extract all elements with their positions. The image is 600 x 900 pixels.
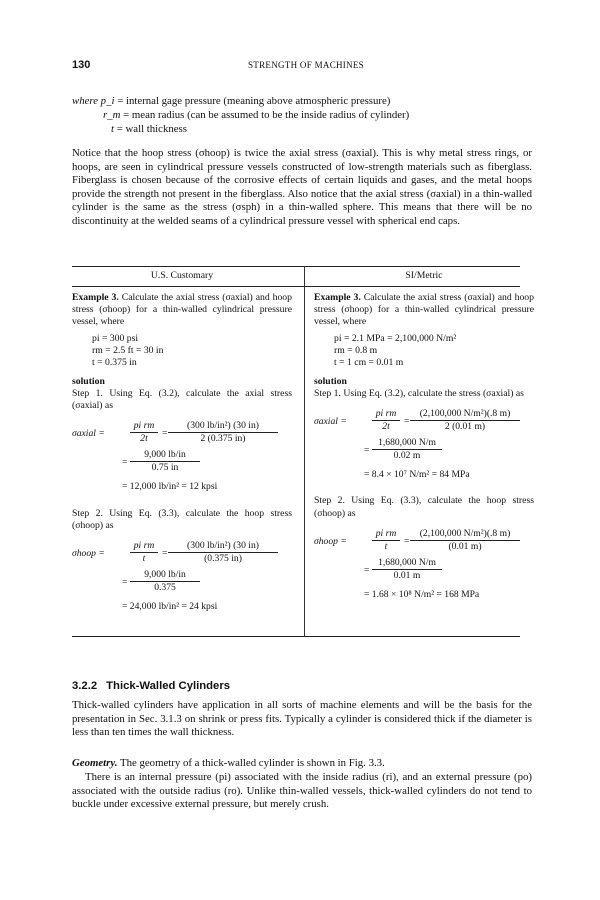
fraction-numerator: (2,100,000 N/m²)(.8 m) [410, 408, 520, 421]
hoop-intermediate: = $\frac{1,680,000 N/m}{0.01 m}$ [314, 557, 534, 584]
given-values [334, 333, 534, 370]
example-label: Example 3. [314, 292, 361, 303]
example-statement [72, 292, 292, 329]
hoop-intermediate-fraction [372, 557, 442, 582]
axial-intermediate-fraction [130, 449, 200, 474]
fraction-numerator: 9,000 lb/in [130, 569, 200, 582]
given-values [92, 333, 292, 370]
given-value: pi = 2.1 MPa = 2,100,000 N/m² [334, 332, 457, 344]
solution-label: solution [72, 375, 105, 387]
section-title: Thick-Walled Cylinders [106, 680, 231, 692]
axial-intermediate: = $\frac{1,680,000 N/m}{0.02 m}$ [314, 437, 534, 464]
fraction-denominator: 0.75 in [151, 462, 179, 474]
step-1-text: Step 1. Using Eq. (3.2), calculate the axial stress (σaxial) as [72, 387, 292, 412]
definition-rhs: = internal gage pressure (meaning above atmospheric pressure) [117, 95, 391, 107]
fraction-numerator: 9,000 lb/in [130, 449, 200, 462]
given-value: rm = 0.8 m [334, 345, 378, 356]
axial-intermediate: = $\frac{9,000 lb/in}{0.75 in}$ [72, 449, 292, 476]
column-heading: U.S. Customary [150, 270, 214, 281]
fraction-numerator: (300 lb/in²) (30 in) [168, 420, 278, 433]
fraction-denominator: (0.375 in) [204, 553, 242, 564]
hoop-equation: σhoop = $\frac{\text{pi rm}}{t}$ = $\frac{\text{(300 lb/in²) (30 in)}}{(0.375 in)}$ [72, 540, 292, 566]
axial-substituted-fraction [168, 420, 278, 445]
table-bottom-rule [72, 636, 520, 637]
axial-intermediate-fraction [372, 437, 442, 462]
definition-lhs: t [111, 123, 114, 135]
given-value: t = 0.375 in [92, 357, 137, 369]
axial-formula-fraction [372, 408, 400, 433]
table-column-divider [304, 266, 305, 636]
hoop-formula-fraction [130, 540, 158, 565]
table-column-us [72, 266, 292, 613]
section-number: 3.2.2 [72, 680, 98, 692]
table-column-si [314, 266, 534, 601]
fraction-numerator: pi rm [130, 540, 158, 553]
hoop-result: = 24,000 lb/in² = 24 kpsi [122, 601, 218, 612]
definition-t [111, 122, 187, 136]
step-1-text: Step 1. Using Eq. (3.2), calculate the stress (σaxial) as [314, 387, 524, 399]
hoop-substituted-fraction [410, 528, 520, 553]
fraction-numerator: 1,680,000 N/m [372, 557, 442, 570]
hoop-intermediate-fraction [130, 569, 200, 594]
hoop-result: = 1.68 × 10⁸ N/m² = 168 MPa [364, 588, 480, 600]
fraction-numerator: pi rm [372, 528, 400, 541]
given-value: rm = 2.5 ft = 30 in [92, 345, 164, 356]
fraction-denominator: t [384, 540, 388, 552]
running-title: STRENGTH OF MACHINES [247, 60, 364, 70]
definition-lhs: r_m [103, 109, 121, 121]
fraction-denominator: 0.01 m [393, 569, 421, 581]
example-label: Example 3. [72, 292, 119, 303]
hoop-substituted-fraction [168, 540, 278, 565]
hoop-symbol: σhoop = [314, 535, 347, 547]
example-statement [314, 292, 534, 329]
column-heading: SI/Metric [405, 270, 443, 281]
definition-lhs: where p_i [72, 95, 115, 107]
geometry-label: Geometry. [72, 757, 118, 769]
fraction-numerator: (2,100,000 N/m²)(.8 m) [410, 528, 520, 541]
fraction-numerator: pi rm [130, 420, 158, 433]
axial-result: = 12,000 lb/in² = 12 kpsi [122, 481, 218, 493]
example-text: Calculate the axial stress (σaxial) and hoop stress (σhoop) for a thin-walled cylindrical pressure vessel, where [314, 292, 534, 328]
given-value: t = 1 cm = 0.01 m [334, 357, 404, 369]
fraction-denominator: 2 (0.375 in) [200, 433, 246, 445]
fraction-numerator: pi rm [372, 408, 400, 421]
axial-symbol: σaxial = [72, 428, 105, 440]
axial-substituted-fraction [410, 408, 520, 433]
definition-rhs: = mean radius (can be assumed to be the inside radius of cylinder) [123, 109, 410, 121]
step-2-text: Step 2. Using Eq. (3.3), calculate the hoop stress (σhoop) as [72, 507, 292, 531]
definition-rhs: = wall thickness [116, 123, 187, 135]
fraction-denominator: t [142, 553, 146, 564]
fraction-denominator: 0.02 m [393, 450, 421, 462]
page-number: 130 [72, 59, 91, 71]
solution-label: solution [314, 375, 347, 387]
fraction-denominator: 2t [140, 433, 148, 445]
paragraph-pressures: There is an internal pressure (pi) associated with the inside radius (ri), and an external pressure (po) associated with the outside radius (ro). Unlike thin-walled vessels, thick-walled cylinders do not tend to buckle under excessive external pressure, but merely crush. [72, 771, 532, 811]
fraction-denominator: 0.375 [154, 582, 176, 593]
geometry-text: The geometry of a thick-walled cylinder is shown in Fig. 3.3. [120, 757, 385, 769]
hoop-formula-fraction [372, 528, 400, 553]
fraction-denominator: 2t [382, 421, 390, 433]
axial-equation: σaxial = $\frac{\text{pi rm}}{2t}$ = $\frac{\text{(2,100,000 N/m²)(.8 m)}}{2 (0.01 m)}$ [314, 408, 534, 434]
page-header [72, 59, 540, 75]
step-2-text: Step 2. Using Eq. (3.3), calculate the hoop stress (σhoop) as [314, 495, 534, 519]
paragraph-hoop-axial: Notice that the hoop stress (σhoop) is twice the axial stress (σaxial). This is why metal stress rings, or hoops, are seen in cylindrical pressure vessels constructed of low-strength materials such as fiberglass. Fiberglass is chosen because of the corrosive effects of certain liquids and gases, and the metal hoops provide the strength not present in the fiberglass. Also notice that the axial stress (σaxial) in a thin-walled cylinder is the same as the stress (σsph) in a thin-walled sphere. This means that there will be no discontinuity at the welded seams of a cylindrical pressure vessel with spherical end caps. [72, 147, 532, 227]
example-text: Calculate the axial stress (σaxial) and hoop stress (σhoop) for a thin-walled cylindrical pressure vessel, where [72, 292, 292, 328]
hoop-equation: σhoop = $\frac{\text{pi rm}}{t}$ = $\frac{\text{(2,100,000 N/m²)(.8 m)}}{(0.01 m)}$ [314, 528, 534, 554]
definition-rm [103, 108, 409, 122]
paragraph-geometry-intro [72, 757, 532, 771]
hoop-symbol: σhoop = [72, 548, 105, 559]
fraction-numerator: 1,680,000 N/m [372, 437, 442, 450]
axial-formula-fraction [130, 420, 158, 445]
fraction-numerator: (300 lb/in²) (30 in) [168, 540, 278, 553]
axial-symbol: σaxial = [314, 416, 347, 428]
axial-result: = 8.4 × 10⁷ N/m² = 84 MPa [364, 469, 470, 481]
hoop-intermediate: = $\frac{9,000 lb/in}{0.375}$ [72, 569, 292, 596]
fraction-denominator: (0.01 m) [448, 540, 482, 552]
section-heading [72, 680, 230, 692]
fraction-denominator: 2 (0.01 m) [444, 421, 486, 433]
axial-equation: σaxial = $\frac{\text{pi rm}}{2t}$ = $\frac{\text{(300 lb/in²) (30 in)}}{2 (0.375 in)}$ [72, 420, 292, 446]
paragraph-thick-walled: Thick-walled cylinders have application in all sorts of machine elements and will be the basis for the presentation in Sec. 3.1.3 on shrink or press fits. Typically a cylinder is considered thick if the diameter is less than ten times the wall thickness. [72, 699, 532, 739]
definition-pi [72, 94, 390, 108]
given-value: pi = 300 psi [92, 332, 139, 344]
